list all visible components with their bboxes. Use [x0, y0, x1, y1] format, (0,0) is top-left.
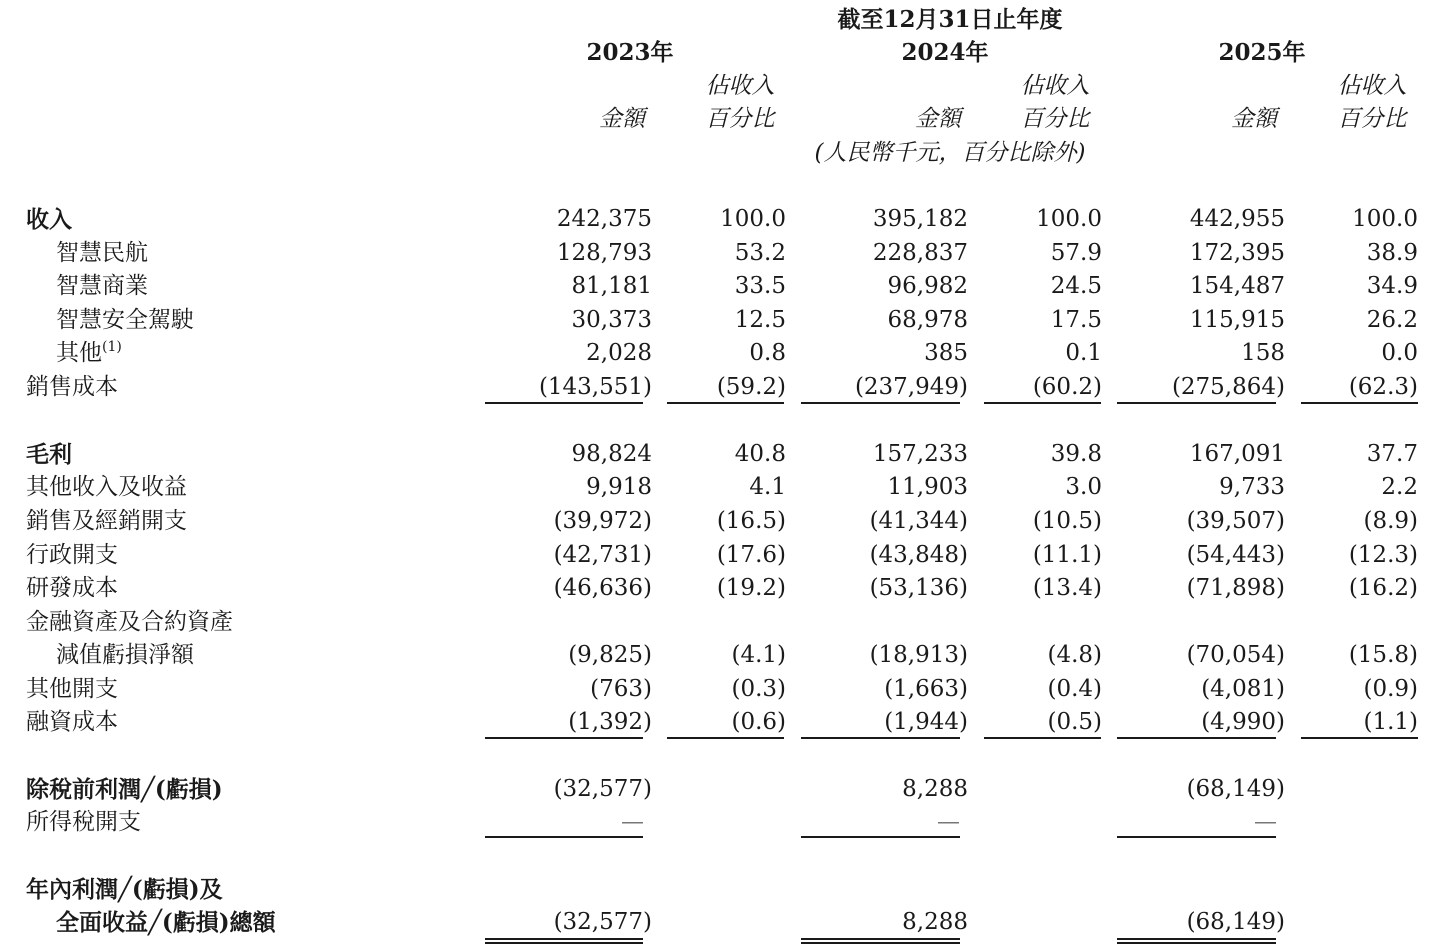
underline: [667, 402, 784, 404]
amount-cell: (46,636): [553, 575, 652, 601]
percent-cell: 34.9: [1366, 273, 1418, 299]
amount-cell: (237,949): [854, 374, 968, 400]
percent-cell: 33.5: [734, 273, 786, 299]
percent-cell: (60.2): [1032, 374, 1102, 400]
percent-cell: 40.8: [734, 441, 786, 467]
pct-header-top-2024: 佔收入: [1020, 73, 1090, 99]
amount-cell: 172,395: [1189, 240, 1285, 266]
amount-cell: (275,864): [1171, 374, 1285, 400]
amount-cell: (1,392): [568, 709, 652, 735]
amount-cell: 115,915: [1189, 307, 1285, 333]
amount-cell: (39,972): [553, 508, 652, 534]
percent-cell: (15.8): [1348, 642, 1418, 668]
percent-cell: 2.2: [1381, 474, 1418, 500]
percent-cell: (0.5): [1047, 709, 1102, 735]
percent-cell: 38.9: [1366, 240, 1418, 266]
percent-cell: 24.5: [1050, 273, 1102, 299]
row-label: 其他收入及收益: [26, 474, 187, 500]
double-underline: [485, 938, 643, 944]
amount-cell: 167,091: [1189, 441, 1285, 467]
row-label: 所得稅開支: [26, 809, 141, 835]
row-label: 除稅前利潤╱(虧損): [26, 776, 223, 803]
amount-cell: (32,577): [553, 776, 652, 802]
row-label: 智慧商業: [56, 273, 148, 299]
percent-cell: (16.5): [716, 508, 786, 534]
percent-cell: (4.8): [1047, 642, 1102, 668]
underline: [801, 402, 960, 404]
amount-cell: 98,824: [571, 441, 652, 467]
row-label: 收入: [26, 206, 72, 233]
underline: [1117, 836, 1276, 838]
percent-cell: (0.3): [731, 676, 786, 702]
year-header-2024: 2024年: [901, 39, 989, 66]
amount-cell: 385: [924, 340, 968, 366]
percent-cell: (62.3): [1348, 374, 1418, 400]
amount-cell: 30,373: [571, 307, 652, 333]
amount-cell: (70,054): [1186, 642, 1285, 668]
underline: [1117, 737, 1276, 739]
amount-cell: (68,149): [1186, 776, 1285, 802]
unit-note: (人民幣千元，百分比除外): [814, 140, 1086, 166]
percent-cell: 100.0: [1036, 206, 1102, 232]
percent-cell: (8.9): [1363, 508, 1418, 534]
amount-cell: 157,233: [872, 441, 968, 467]
year-header-2023: 2023年: [586, 39, 674, 66]
row-label: 融資成本: [26, 709, 118, 735]
amount-cell: (4,081): [1201, 676, 1285, 702]
amount-cell: (1,663): [884, 676, 968, 702]
underline: [485, 402, 643, 404]
underline: [984, 737, 1101, 739]
percent-cell: 37.7: [1366, 441, 1418, 467]
amount-cell: 158: [1241, 340, 1285, 366]
percent-cell: 57.9: [1050, 240, 1102, 266]
amount-cell: 2,028: [586, 340, 652, 366]
amount-cell: (54,443): [1186, 542, 1285, 568]
period-header: 截至12月31日止年度: [837, 6, 1063, 33]
year-header-2025: 2025年: [1218, 39, 1306, 66]
footnote-marker: (1): [102, 339, 122, 355]
amount-cell: (18,913): [869, 642, 968, 668]
percent-cell: 0.0: [1381, 340, 1418, 366]
amount-cell: —: [621, 809, 644, 835]
percent-cell: (12.3): [1348, 542, 1418, 568]
pct-header-bottom-2024: 百分比: [1020, 106, 1090, 132]
underline: [667, 737, 784, 739]
amount-cell: (1,944): [884, 709, 968, 735]
percent-cell: (59.2): [716, 374, 786, 400]
amount-cell: 242,375: [556, 206, 652, 232]
amount-cell: —: [937, 809, 960, 835]
row-label: 金融資產及合約資產: [26, 609, 233, 635]
underline: [1301, 737, 1418, 739]
row-label: 毛利: [26, 441, 72, 468]
row-label: 年內利潤╱(虧損)及: [26, 876, 223, 903]
percent-cell: (1.1): [1363, 709, 1418, 735]
row-label: 其他$^{(1)}$: [56, 339, 122, 366]
amount-cell: 8,288: [902, 909, 968, 935]
row-label: 其他開支: [26, 676, 118, 702]
row-label: 全面收益╱(虧損)總額: [56, 909, 276, 936]
amount-cell: 154,487: [1189, 273, 1285, 299]
percent-cell: 0.8: [749, 340, 786, 366]
amount-header-2025: 金額: [1231, 106, 1277, 132]
amount-cell: 81,181: [571, 273, 652, 299]
amount-cell: (39,507): [1186, 508, 1285, 534]
pct-header-bottom-2025: 百分比: [1337, 106, 1407, 132]
percent-cell: (17.6): [716, 542, 786, 568]
row-label: 智慧安全駕駛: [56, 307, 194, 333]
percent-cell: 12.5: [734, 307, 786, 333]
amount-cell: (41,344): [869, 508, 968, 534]
amount-cell: (53,136): [869, 575, 968, 601]
percent-cell: 3.0: [1065, 474, 1102, 500]
amount-header-2024: 金額: [915, 106, 961, 132]
row-label: 銷售成本: [26, 374, 118, 400]
percent-cell: (0.6): [731, 709, 786, 735]
percent-cell: 26.2: [1366, 307, 1418, 333]
amount-cell: 128,793: [556, 240, 652, 266]
row-label: 智慧民航: [56, 240, 148, 266]
amount-cell: 395,182: [872, 206, 968, 232]
row-label: 行政開支: [26, 542, 118, 568]
amount-cell: 11,903: [887, 474, 968, 500]
amount-cell: (42,731): [553, 542, 652, 568]
amount-cell: 68,978: [887, 307, 968, 333]
percent-cell: (16.2): [1348, 575, 1418, 601]
underline: [984, 402, 1101, 404]
underline: [801, 737, 960, 739]
amount-cell: (763): [590, 676, 652, 702]
amount-header-2023: 金額: [599, 106, 645, 132]
amount-cell: (68,149): [1186, 909, 1285, 935]
percent-cell: 4.1: [749, 474, 786, 500]
pct-header-bottom-2023: 百分比: [705, 106, 775, 132]
pct-header-top-2025: 佔收入: [1337, 73, 1407, 99]
percent-cell: (10.5): [1032, 508, 1102, 534]
underline: [485, 836, 643, 838]
double-underline: [1117, 938, 1276, 944]
amount-cell: (4,990): [1201, 709, 1285, 735]
amount-cell: 9,733: [1219, 474, 1285, 500]
percent-cell: 100.0: [1352, 206, 1418, 232]
amount-cell: (71,898): [1186, 575, 1285, 601]
percent-cell: (0.9): [1363, 676, 1418, 702]
amount-cell: (43,848): [869, 542, 968, 568]
amount-cell: (143,551): [538, 374, 652, 400]
amount-cell: 9,918: [586, 474, 652, 500]
percent-cell: (13.4): [1032, 575, 1102, 601]
amount-cell: 228,837: [872, 240, 968, 266]
amount-cell: 8,288: [902, 776, 968, 802]
percent-cell: (0.4): [1047, 676, 1102, 702]
row-label: 減值虧損淨額: [56, 642, 194, 668]
percent-cell: 39.8: [1050, 441, 1102, 467]
amount-cell: 442,955: [1189, 206, 1285, 232]
percent-cell: (11.1): [1032, 542, 1102, 568]
percent-cell: (4.1): [731, 642, 786, 668]
percent-cell: 100.0: [720, 206, 786, 232]
amount-cell: (32,577): [553, 909, 652, 935]
percent-cell: 17.5: [1050, 307, 1102, 333]
percent-cell: 0.1: [1065, 340, 1102, 366]
percent-cell: (19.2): [716, 575, 786, 601]
row-label: 研發成本: [26, 575, 118, 601]
amount-cell: —: [1254, 809, 1277, 835]
pct-header-top-2023: 佔收入: [705, 73, 775, 99]
row-label: 銷售及經銷開支: [26, 508, 187, 534]
underline: [485, 737, 643, 739]
underline: [801, 836, 960, 838]
underline: [1301, 402, 1418, 404]
underline: [1117, 402, 1276, 404]
amount-cell: (9,825): [568, 642, 652, 668]
amount-cell: 96,982: [887, 273, 968, 299]
percent-cell: 53.2: [734, 240, 786, 266]
double-underline: [801, 938, 960, 944]
